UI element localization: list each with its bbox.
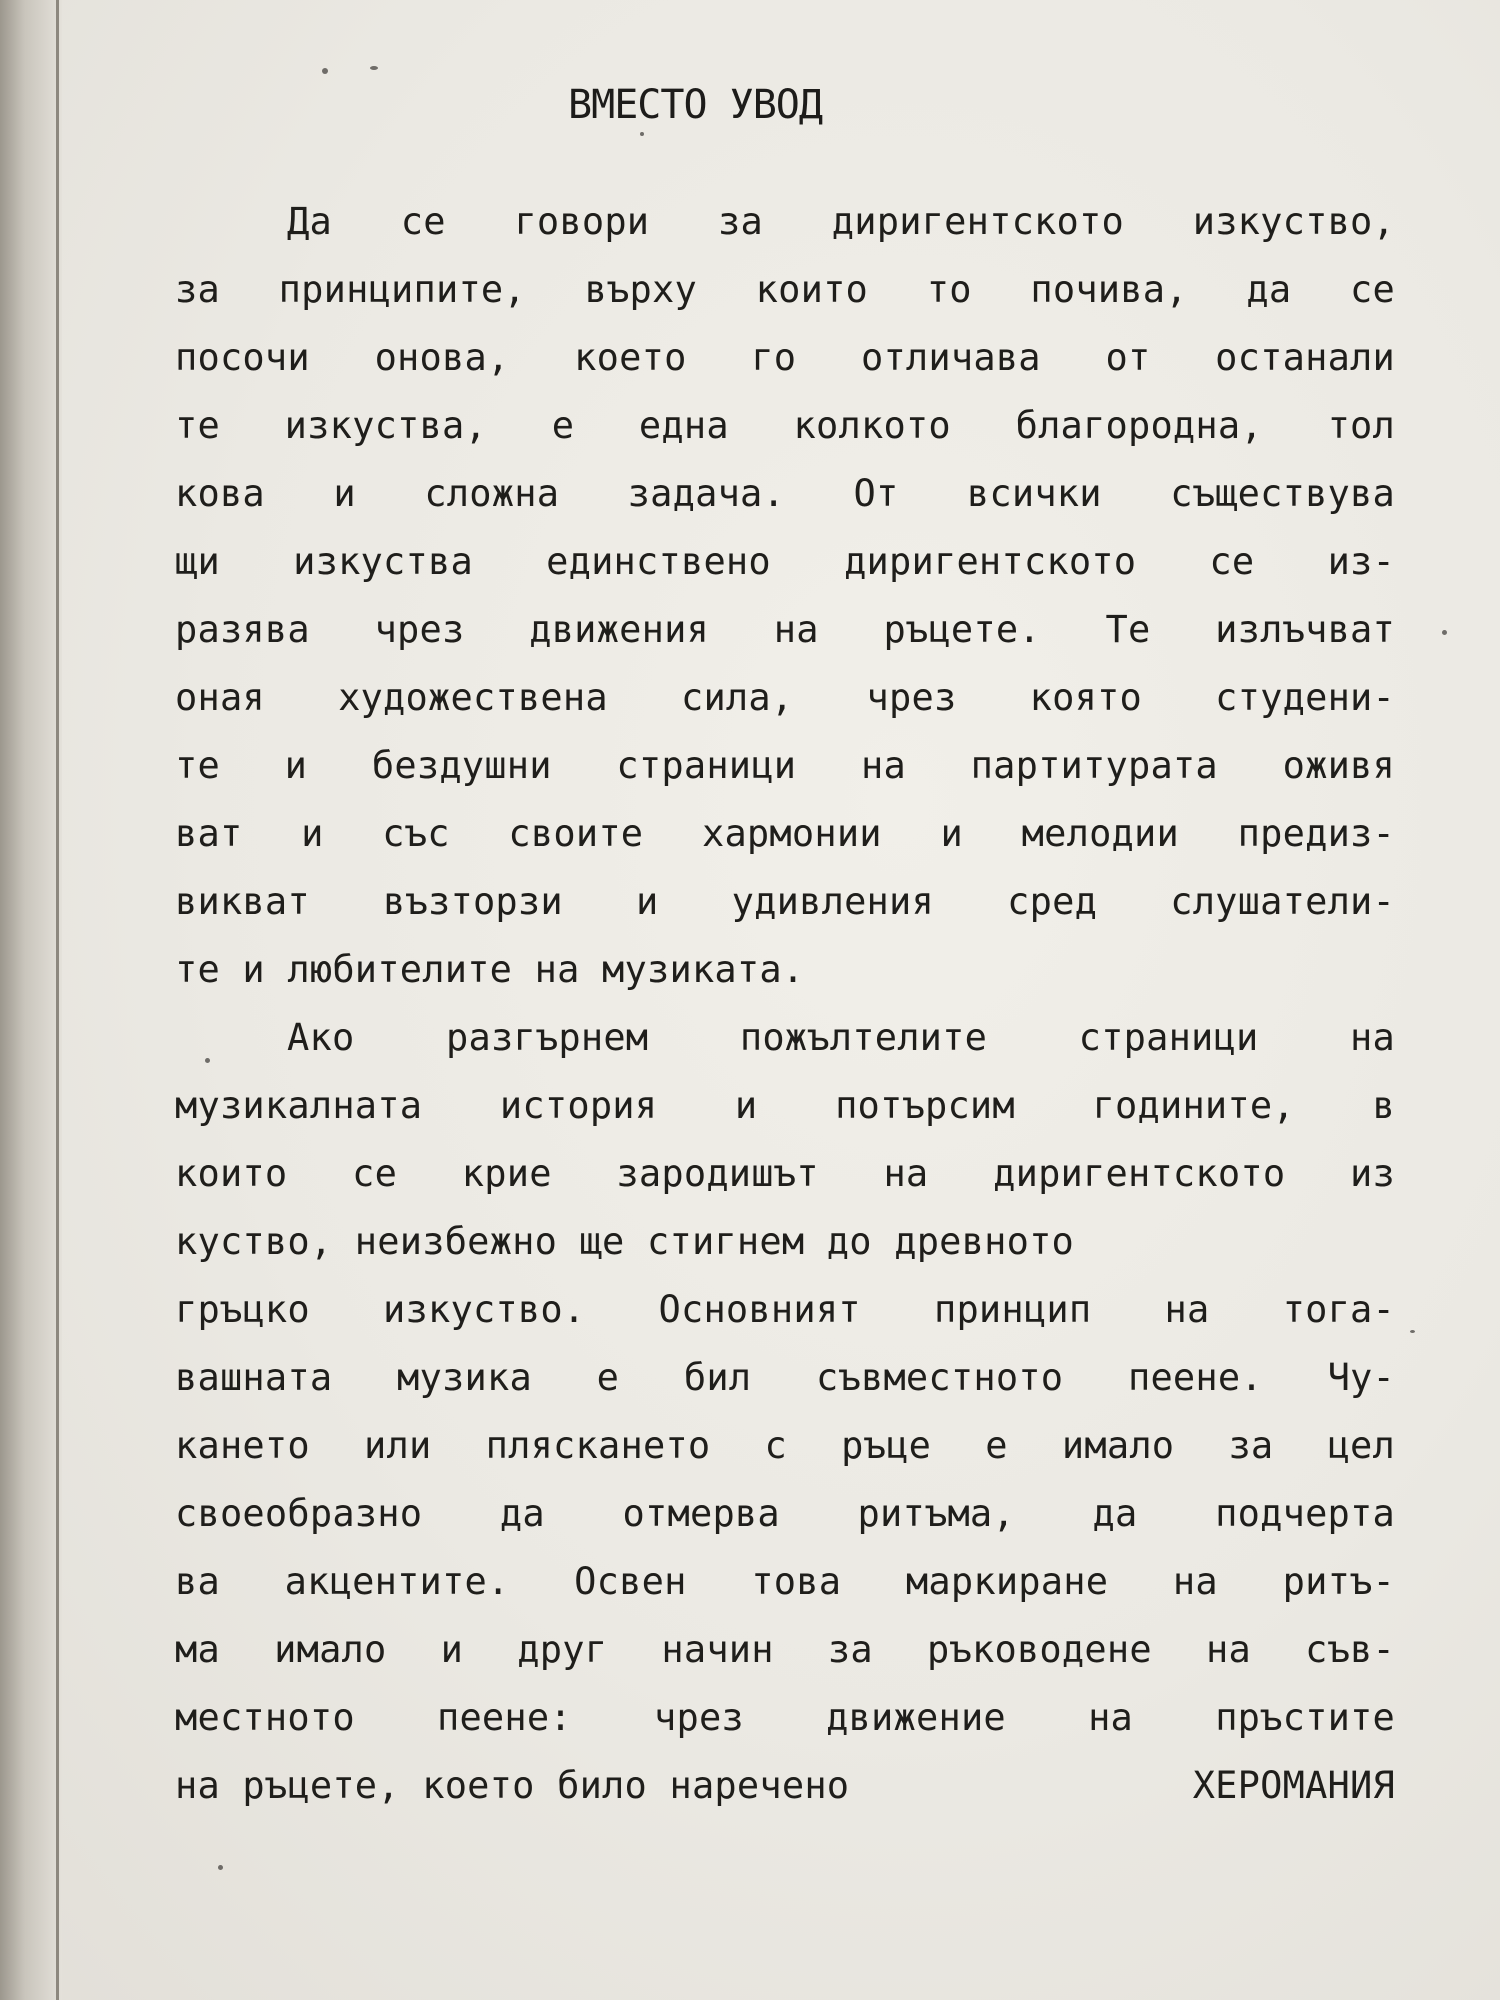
text-line: ват и със своите хармонии и мелодии предиз-	[175, 812, 1395, 855]
text-line: те и бездушни страници на партитурата оживя	[175, 744, 1395, 787]
text-line: Ако разгърнем пожълтелите страници на	[287, 1016, 1395, 1059]
text-line: разява чрез движения на ръцете. Те излъчват	[175, 608, 1395, 651]
text-line: те изкуства, е една колкото благородна, тол	[175, 404, 1395, 447]
ink-speck	[322, 68, 328, 74]
ink-speck	[205, 1058, 210, 1063]
text-line: оная художествена сила, чрез която студени-	[175, 676, 1395, 719]
ink-speck	[1442, 630, 1447, 635]
text-line: които се крие зародишът на диригентското из	[175, 1152, 1395, 1195]
text-line: местното пеене: чрез движение на пръстите	[175, 1696, 1395, 1739]
text-line: своеобразно да отмерва ритъма, да подчерта	[175, 1492, 1395, 1535]
binding-line	[56, 0, 59, 2000]
text-line: вашната музика е бил съвместното пеене. Чу-	[175, 1356, 1395, 1399]
text-line: Да се говори за диригентското изкуство,	[287, 200, 1395, 243]
text-line: музикалната история и потърсим годините, в	[175, 1084, 1395, 1127]
binding-edge	[0, 0, 62, 2000]
text-line: куство, неизбежно ще стигнем до древното	[175, 1220, 1075, 1263]
ink-speck	[370, 66, 378, 70]
ink-speck	[218, 1865, 223, 1870]
text-line: кова и сложна задача. От всички съществува	[175, 472, 1395, 515]
text-line: на ръцете, което било наречено	[175, 1764, 850, 1807]
ink-speck	[1410, 1330, 1415, 1333]
text-line: ма имало и друг начин за ръководене на съв-	[175, 1628, 1395, 1671]
text-line: за принципите, върху които то почива, да се	[175, 268, 1395, 311]
text-line: посочи онова, което го отличава от останали	[175, 336, 1395, 379]
text-line: щи изкуства единствено диригентското се из-	[175, 540, 1395, 583]
text-line: викват възторзи и удивления сред слушатели-	[175, 880, 1395, 923]
text-line: гръцко изкуство. Основният принцип на тога-	[175, 1288, 1395, 1331]
ink-speck	[640, 132, 644, 136]
body-text	[175, 188, 1395, 1820]
text-line: кането или пляскането с ръце е имало за цел	[175, 1424, 1395, 1467]
page-title: ВМЕСТО УВОД	[568, 82, 822, 128]
text-line: те и любителите на музиката.	[175, 948, 805, 991]
text-line: ва акцентите. Освен това маркиране на ритъ-	[175, 1560, 1395, 1603]
text-line-final	[175, 1752, 1395, 1820]
term-heromania: ХЕРОМАНИЯ	[1192, 1764, 1395, 1807]
